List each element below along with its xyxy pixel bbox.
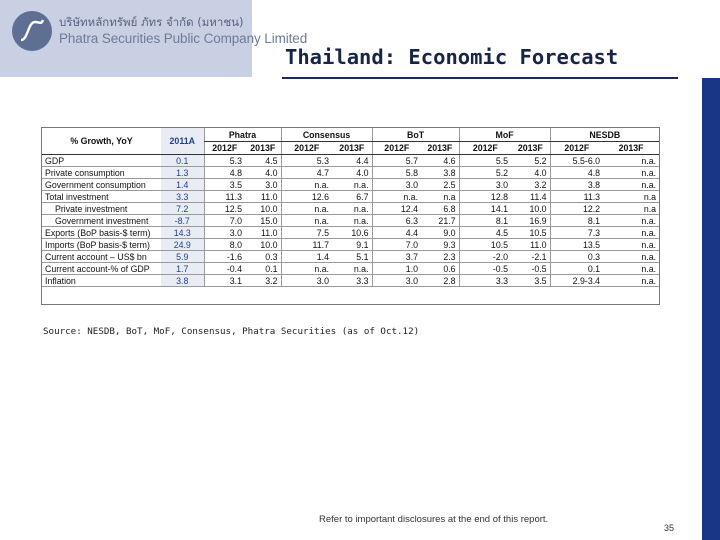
forecast-cell: 4.4 xyxy=(372,227,421,239)
source-note: Source: NESDB, BoT, MoF, Consensus, Phatra Securities (as of Oct.12) xyxy=(43,326,420,337)
group-header-nesdb: NESDB xyxy=(550,128,659,142)
forecast-cell: 2.8 xyxy=(421,275,459,287)
forecast-cell: 4.0 xyxy=(245,167,281,179)
row-label: Government investment xyxy=(42,215,161,227)
year-header: 2013F xyxy=(511,142,550,155)
forecast-cell: n.a. xyxy=(281,263,332,275)
forecast-cell: 3.8 xyxy=(550,179,603,191)
actual-2011-cell: -8.7 xyxy=(161,215,204,227)
row-label: Inflation xyxy=(42,275,161,287)
group-header-consensus: Consensus xyxy=(281,128,372,142)
forecast-cell: 0.1 xyxy=(245,263,281,275)
actual-2011-cell: 1.4 xyxy=(161,179,204,191)
forecast-cell: 3.0 xyxy=(459,179,511,191)
forecast-cell: 3.8 xyxy=(421,167,459,179)
actual-2011-cell: 0.1 xyxy=(161,155,204,167)
table-row xyxy=(42,263,659,275)
forecast-cell: n.a. xyxy=(603,215,659,227)
forecast-cell: 3.1 xyxy=(204,275,245,287)
forecast-cell: 3.2 xyxy=(245,275,281,287)
forecast-cell: n.a. xyxy=(281,203,332,215)
year-header: 2012F xyxy=(372,142,421,155)
forecast-cell: n.a. xyxy=(603,179,659,191)
row-label: GDP xyxy=(42,155,161,167)
table-row xyxy=(42,227,659,239)
forecast-cell: 4.5 xyxy=(245,155,281,167)
forecast-cell: 5.2 xyxy=(459,167,511,179)
forecast-cell: 13.5 xyxy=(550,239,603,251)
forecast-cell: 11.4 xyxy=(511,191,550,203)
table-row xyxy=(42,251,659,263)
forecast-cell: n.a xyxy=(603,203,659,215)
forecast-cell: n.a xyxy=(421,191,459,203)
company-logo-panel xyxy=(0,0,308,77)
group-header-mof: MoF xyxy=(459,128,550,142)
forecast-cell: -1.6 xyxy=(204,251,245,263)
year-header: 2012F xyxy=(281,142,332,155)
forecast-cell: n.a. xyxy=(603,167,659,179)
forecast-cell: 7.0 xyxy=(372,239,421,251)
forecast-cell: 10.0 xyxy=(245,239,281,251)
forecast-cell: 5.1 xyxy=(332,251,372,263)
forecast-cell: 10.0 xyxy=(245,203,281,215)
forecast-cell: 3.0 xyxy=(204,227,245,239)
row-label: Total investment xyxy=(42,191,161,203)
company-logo-icon xyxy=(12,11,52,51)
forecast-cell: 9.1 xyxy=(332,239,372,251)
forecast-cell: 12.5 xyxy=(204,203,245,215)
company-name-english: Phatra Securities Public Company Limited xyxy=(59,31,308,46)
year-header: 2013F xyxy=(332,142,372,155)
forecast-cell: n.a. xyxy=(372,191,421,203)
forecast-cell: 12.8 xyxy=(459,191,511,203)
forecast-cell: n.a. xyxy=(603,251,659,263)
forecast-cell: 9.0 xyxy=(421,227,459,239)
forecast-cell: n.a. xyxy=(332,215,372,227)
year-header: 2012F xyxy=(204,142,245,155)
forecast-cell: 1.0 xyxy=(372,263,421,275)
slide-title: Thailand: Economic Forecast xyxy=(285,45,619,69)
actual-2011-cell: 5.9 xyxy=(161,251,204,263)
forecast-cell: 5.3 xyxy=(204,155,245,167)
forecast-cell: 11.0 xyxy=(245,191,281,203)
forecast-cell: 3.7 xyxy=(372,251,421,263)
forecast-cell: 7.0 xyxy=(204,215,245,227)
forecast-cell: n.a xyxy=(603,191,659,203)
company-name-thai: บริษัทหลักทรัพย์ ภัทร จำกัด (มหาชน) xyxy=(59,15,244,29)
forecast-cell: -0.5 xyxy=(459,263,511,275)
forecast-cell: n.a. xyxy=(332,203,372,215)
actual-2011-cell: 3.8 xyxy=(161,275,204,287)
forecast-cell: 21.7 xyxy=(421,215,459,227)
forecast-cell: 5.2 xyxy=(511,155,550,167)
forecast-cell: 6.3 xyxy=(372,215,421,227)
forecast-cell: 4.0 xyxy=(511,167,550,179)
actual-2011-cell: 3.3 xyxy=(161,191,204,203)
group-header-bot: BoT xyxy=(372,128,459,142)
forecast-cell: n.a. xyxy=(603,239,659,251)
forecast-cell: 8.1 xyxy=(550,215,603,227)
forecast-cell: 0.3 xyxy=(550,251,603,263)
forecast-cell: 11.3 xyxy=(550,191,603,203)
forecast-cell: 5.5-6.0 xyxy=(550,155,603,167)
forecast-cell: 10.0 xyxy=(511,203,550,215)
forecast-cell: 11.0 xyxy=(245,227,281,239)
forecast-cell: n.a. xyxy=(332,263,372,275)
row-label: Private consumption xyxy=(42,167,161,179)
forecast-cell: 0.1 xyxy=(550,263,603,275)
forecast-cell: 5.3 xyxy=(281,155,332,167)
forecast-cell: 8.0 xyxy=(204,239,245,251)
forecast-cell: -2.0 xyxy=(459,251,511,263)
forecast-cell: 6.8 xyxy=(421,203,459,215)
forecast-cell: n.a. xyxy=(603,227,659,239)
forecast-cell: 3.5 xyxy=(204,179,245,191)
table-row xyxy=(42,167,659,179)
year-header: 2012F xyxy=(550,142,603,155)
actual-2011-cell: 24.9 xyxy=(161,239,204,251)
actual-2011-cell: 1.3 xyxy=(161,167,204,179)
forecast-cell: 5.5 xyxy=(459,155,511,167)
forecast-cell: -0.4 xyxy=(204,263,245,275)
forecast-cell: -0.5 xyxy=(511,263,550,275)
forecast-cell: 2.9-3.4 xyxy=(550,275,603,287)
forecast-cell: 4.7 xyxy=(281,167,332,179)
group-header-phatra: Phatra xyxy=(204,128,281,142)
title-underline xyxy=(282,77,678,79)
forecast-cell: n.a. xyxy=(281,179,332,191)
forecast-cell: 10.5 xyxy=(459,239,511,251)
forecast-cell: 4.0 xyxy=(332,167,372,179)
forecast-cell: 5.8 xyxy=(372,167,421,179)
actual-2011-cell: 1.7 xyxy=(161,263,204,275)
row-label: Exports (BoP basis-$ term) xyxy=(42,227,161,239)
forecast-cell: 4.8 xyxy=(550,167,603,179)
forecast-cell: n.a. xyxy=(603,263,659,275)
label-column-header: % Growth, YoY xyxy=(42,128,161,155)
forecast-cell: 11.0 xyxy=(511,239,550,251)
table-row xyxy=(42,191,659,203)
forecast-cell: 1.4 xyxy=(281,251,332,263)
forecast-table xyxy=(42,128,659,287)
forecast-cell: 9.3 xyxy=(421,239,459,251)
forecast-table-container xyxy=(41,127,660,305)
year-header: 2013F xyxy=(245,142,281,155)
forecast-cell: n.a. xyxy=(603,275,659,287)
forecast-cell: 10.6 xyxy=(332,227,372,239)
forecast-cell: 3.0 xyxy=(372,275,421,287)
table-row xyxy=(42,215,659,227)
forecast-cell: 4.5 xyxy=(459,227,511,239)
year-header: 2013F xyxy=(603,142,659,155)
forecast-cell: 4.4 xyxy=(332,155,372,167)
forecast-cell: 3.3 xyxy=(459,275,511,287)
actual-column-header: 2011A xyxy=(161,128,204,155)
forecast-cell: -2.1 xyxy=(511,251,550,263)
forecast-cell: n.a. xyxy=(603,155,659,167)
table-body xyxy=(42,155,659,287)
table-row xyxy=(42,203,659,215)
forecast-cell: 3.2 xyxy=(511,179,550,191)
forecast-cell: 2.3 xyxy=(421,251,459,263)
page-number: 35 xyxy=(664,523,675,533)
forecast-cell: 3.3 xyxy=(332,275,372,287)
forecast-cell: 3.0 xyxy=(372,179,421,191)
forecast-cell: 3.0 xyxy=(245,179,281,191)
forecast-cell: 14.1 xyxy=(459,203,511,215)
forecast-cell: 11.7 xyxy=(281,239,332,251)
actual-2011-cell: 7.2 xyxy=(161,203,204,215)
year-header: 2012F xyxy=(459,142,511,155)
forecast-cell: 12.2 xyxy=(550,203,603,215)
row-label: Current account-% of GDP xyxy=(42,263,161,275)
row-label: Private investment xyxy=(42,203,161,215)
forecast-cell: 3.5 xyxy=(511,275,550,287)
forecast-cell: 12.6 xyxy=(281,191,332,203)
forecast-cell: 0.6 xyxy=(421,263,459,275)
forecast-cell: 7.3 xyxy=(550,227,603,239)
year-header: 2013F xyxy=(421,142,459,155)
forecast-cell: 7.5 xyxy=(281,227,332,239)
forecast-cell: 8.1 xyxy=(459,215,511,227)
disclosure-footer: Refer to important disclosures at the end of this report. xyxy=(319,514,549,525)
forecast-cell: 0.3 xyxy=(245,251,281,263)
forecast-cell: 11.3 xyxy=(204,191,245,203)
forecast-cell: 2.5 xyxy=(421,179,459,191)
table-row xyxy=(42,239,659,251)
forecast-cell: 4.8 xyxy=(204,167,245,179)
row-label: Imports (BoP basis-$ term) xyxy=(42,239,161,251)
side-accent-bar xyxy=(702,78,720,540)
forecast-cell: 12.4 xyxy=(372,203,421,215)
forecast-cell: 6.7 xyxy=(332,191,372,203)
forecast-cell: 5.7 xyxy=(372,155,421,167)
forecast-cell: 16.9 xyxy=(511,215,550,227)
table-row xyxy=(42,275,659,287)
forecast-cell: n.a. xyxy=(281,215,332,227)
forecast-cell: 15.0 xyxy=(245,215,281,227)
table-row xyxy=(42,155,659,167)
forecast-cell: n.a. xyxy=(332,179,372,191)
forecast-cell: 10.5 xyxy=(511,227,550,239)
actual-2011-cell: 14.3 xyxy=(161,227,204,239)
row-label: Current account – US$ bn xyxy=(42,251,161,263)
forecast-cell: 3.0 xyxy=(281,275,332,287)
row-label: Government consumption xyxy=(42,179,161,191)
table-header-row xyxy=(42,128,659,142)
forecast-cell: 4.6 xyxy=(421,155,459,167)
table-row xyxy=(42,179,659,191)
